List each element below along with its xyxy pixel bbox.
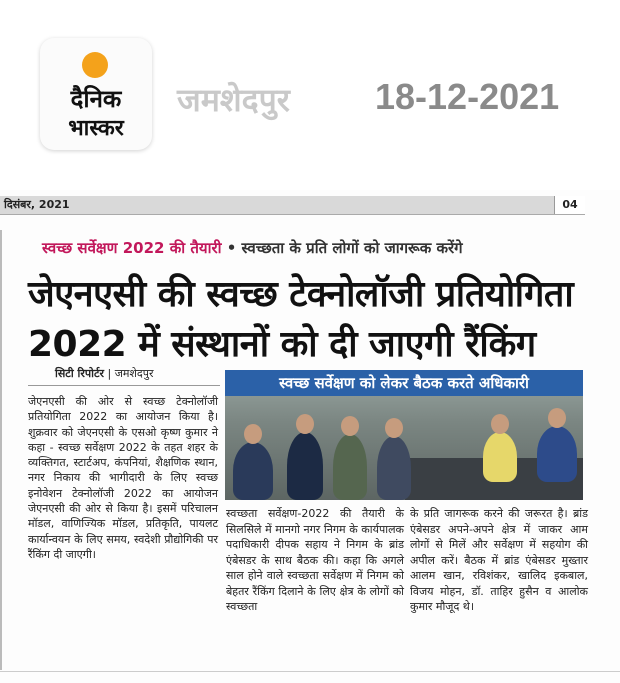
photo-head — [491, 414, 509, 434]
photo-head — [341, 416, 359, 436]
meeting-photo[interactable] — [225, 370, 583, 500]
photo-person — [483, 432, 517, 482]
article-column-1: जेएनएसी की ओर से स्वच्छ टेक्नोलॉजी प्रतियोगिता 2022 का आयोजन किया है। शुक्रवार को जेएनएसी के एसओ कृष्ण कुमार ने कहा - स्वच्छ सर्वेक्षण 2022 के तहत शहर के व्यक्तिगत, स्टार्टअप, कंपनियां, शैक्षणिक स्थान, नगर निकाय की भागीदारी के लिए स्वच्छ इनोवेशन टेक्नोलॉजी 2022 का आयोजन जेएनएसी की ओर से किया है। इसमें परिचालन मॉडल, वाणिज्यिक मॉडल, प्रतिकृति, पायलट कार्यान्वयन के लिए समय, स्वदेशी प्रौद्योगिकी पर रैंकिंग दी जाएगी। — [28, 395, 218, 561]
photo-head — [244, 424, 262, 444]
kicker-red: स्वच्छ सर्वेक्षण 2022 की तैयारी — [42, 239, 222, 257]
page-strip — [0, 196, 585, 215]
clipping-bottom-edge — [0, 671, 620, 672]
photo-head — [296, 414, 314, 434]
photo-person — [537, 426, 577, 482]
logo-text-line2: भास्कर — [68, 116, 124, 141]
photo-head — [548, 408, 566, 428]
byline — [55, 366, 154, 381]
byline-reporter: सिटी रिपोर्टर — [55, 367, 104, 380]
divider — [28, 385, 220, 386]
article-column-2: स्वच्छता सर्वेक्षण-2022 की तैयारी के सिलसिले में मानगो नगर निगम के कार्यपालक पदाधिकारी दीपक सहाय ने निगम के ब्रांड एंबेसडर के साथ बैठक की। कहा कि अगले साल होने वाले स्वच्छता सर्वेक्षण में निगम को बेहतर रैंकिंग दिलाने के लिए क्षेत्र के लोगों को स्वच्छता — [226, 507, 404, 613]
page-number: 04 — [554, 196, 585, 214]
edition-city: जमशेदपुर — [177, 81, 290, 119]
logo-text-line1: दैनिक — [70, 85, 122, 113]
page-edge — [0, 230, 6, 670]
edition-date: 18-12-2021 — [375, 76, 560, 117]
photo-person — [287, 432, 323, 500]
photo-person — [333, 434, 367, 500]
photo-caption: स्वच्छ सर्वेक्षण को लेकर बैठक करते अधिकारी — [225, 370, 583, 396]
photo-person — [377, 436, 411, 500]
app-header — [0, 0, 620, 180]
newspaper-clipping — [0, 190, 620, 683]
article-column-3: के प्रति जागरूक करने की जरूरत है। ब्रांड एंबेसडर अपने-अपने क्षेत्र में जाकर आम लोगों से मिलें और सर्वेक्षण में सहयोग की अपील करें। बैठक में ब्रांड एंबेसडर मुख्तार आलम खान, रविशंकर, खालिद इकबाल, विजय मोहन, डॉ. ताहिर हुसैन व आलोक कुमार मौजूद थे। — [410, 507, 588, 613]
strip-date: दिसंबर, 2021 — [4, 198, 70, 211]
sun-icon — [82, 52, 108, 78]
article-kicker — [42, 238, 463, 258]
byline-city: | जमशेदपुर — [107, 367, 154, 380]
kicker-black: • स्वच्छता के प्रति लोगों को जागरूक करेंगे — [226, 239, 463, 257]
photo-head — [385, 418, 403, 438]
dainik-bhaskar-logo[interactable] — [40, 38, 152, 150]
photo-person — [233, 442, 273, 500]
article-headline: जेएनएसी की स्वच्छ टेक्नोलॉजी प्रतियोगिता 2022 में संस्थानों को दी जाएगी रैंकिंग — [28, 274, 574, 365]
